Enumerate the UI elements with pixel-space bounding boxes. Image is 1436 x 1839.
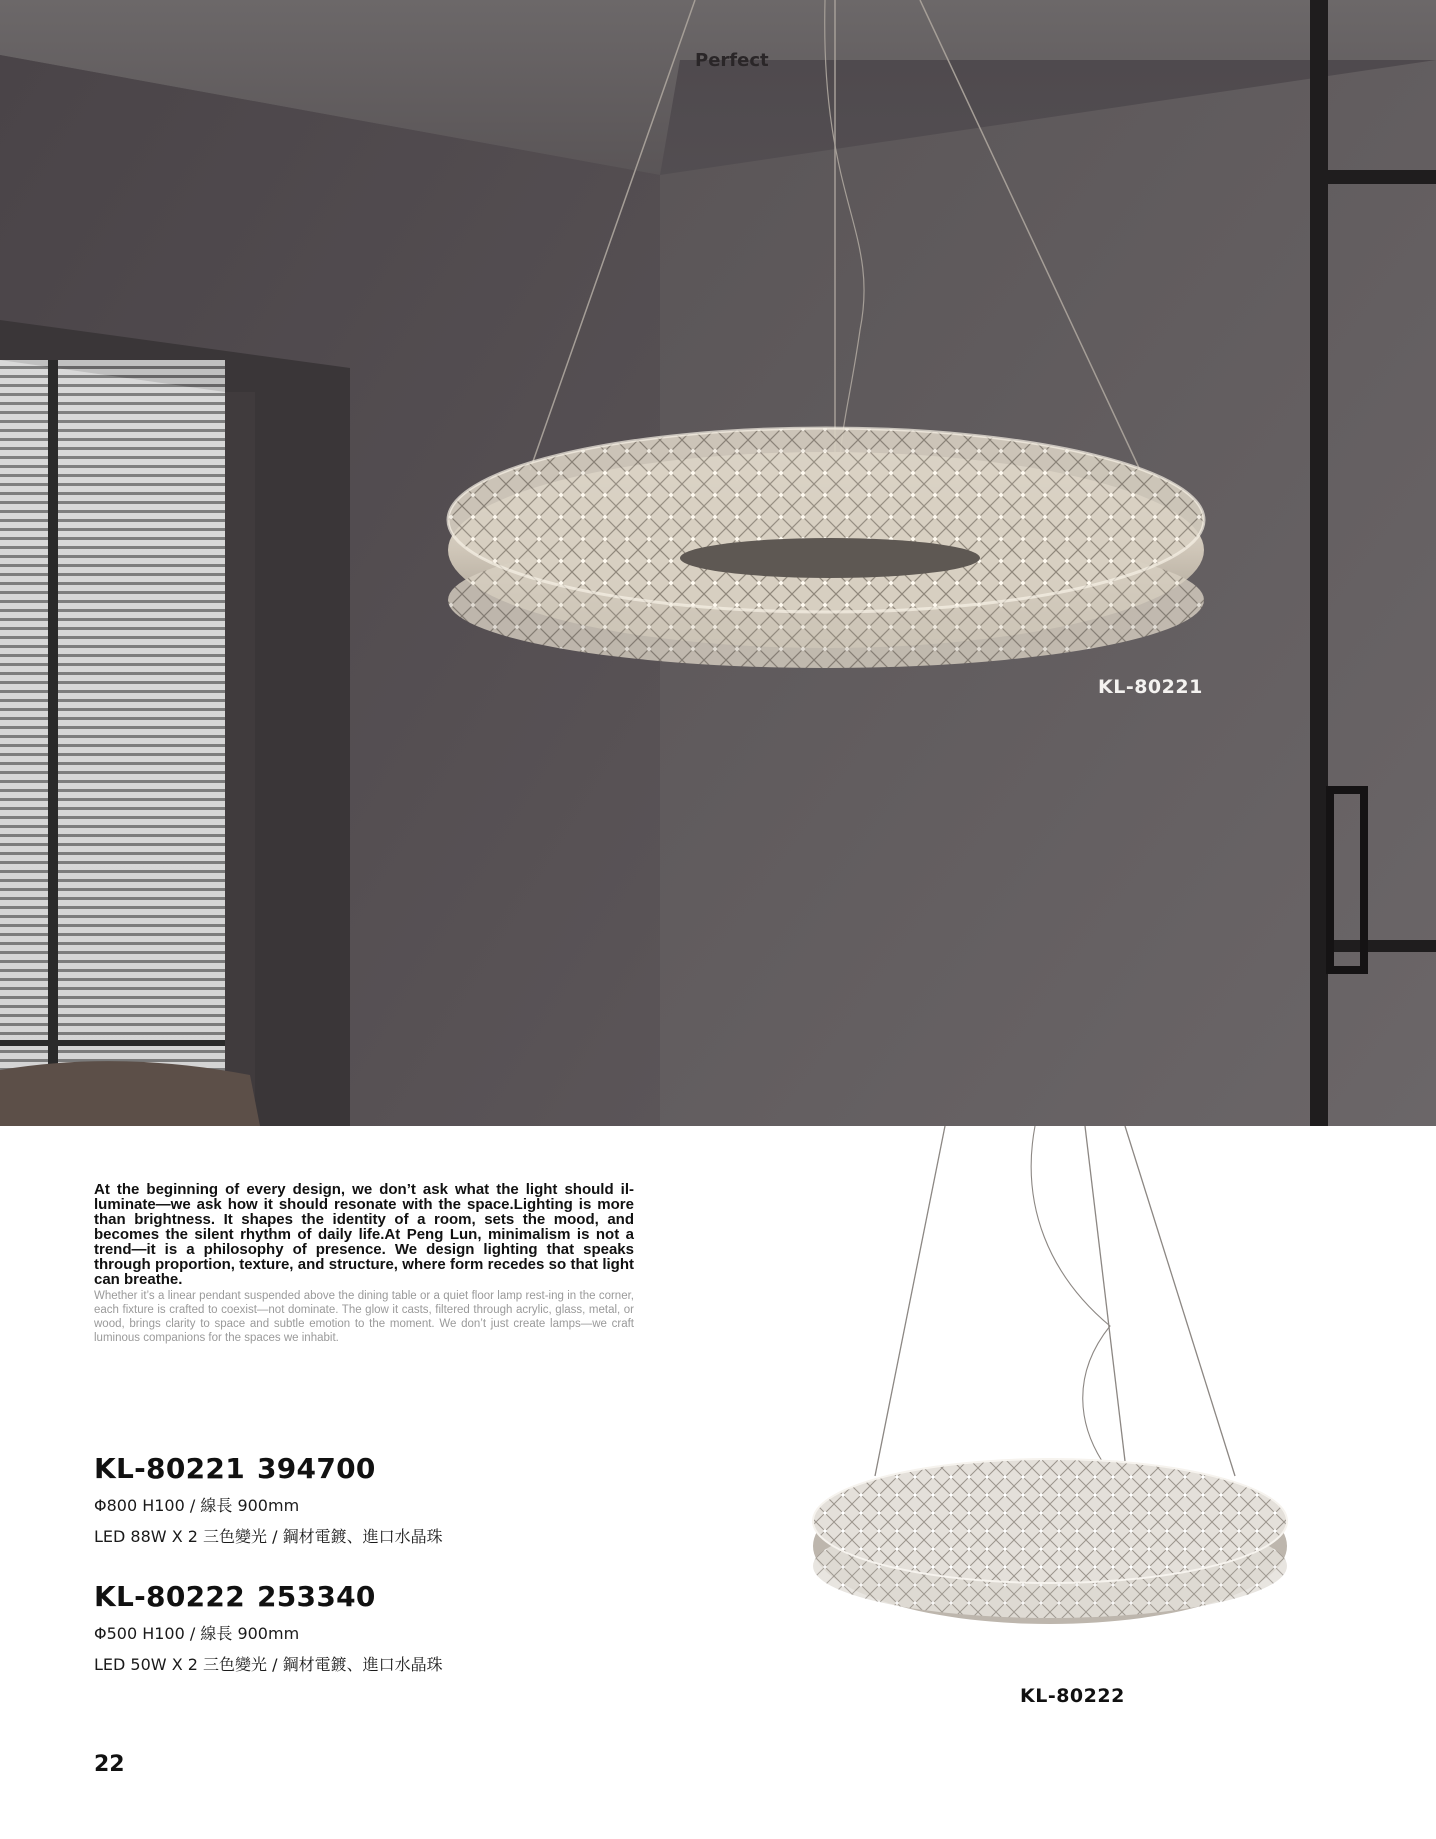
product-spec: LED 88W X 2 三色變光 / 鋼材電鍍、進口水晶珠 [94, 1527, 443, 1546]
product-size: Φ500 H100 / 線長 900mm [94, 1624, 300, 1643]
product-model: KL-80221 [94, 1452, 245, 1485]
hero-model-label: KL-80221 [1098, 676, 1203, 698]
page-number: 22 [94, 1752, 125, 1777]
product-size: Φ800 H100 / 線長 900mm [94, 1496, 300, 1515]
product-price: 394700 [256, 1452, 376, 1485]
hero-tag: Perfect [695, 50, 769, 71]
product-title [94, 1580, 443, 1613]
intro-body-paragraph: Whether it’s a linear pendant suspended above the dining table or a quiet floor lamp rest-ing in the corner, each fixture is crafted to coexist—not dominate. The glow it casts, filtered through acrylic, glass, metal, or wood, brings clarity to space and subtle emotion to the moment. We don’t just create lamps—we craft luminous companions for the spaces we inhabit. [94, 1290, 634, 1344]
intro-text-block [94, 1182, 634, 1345]
product-model: KL-80222 [94, 1580, 245, 1613]
product-spec: LED 50W X 2 三色變光 / 鋼材電鍍、進口水晶珠 [94, 1655, 443, 1674]
product-price: 253340 [256, 1580, 376, 1613]
product-title [94, 1452, 443, 1485]
product-image-label: KL-80222 [1020, 1685, 1125, 1707]
product-image-chandelier [780, 1126, 1300, 1666]
intro-lead-paragraph: At the beginning of every design, we don’t ask what the light should il-luminate—we ask how it should resonate with the space.Lighting is more than brightness. It shapes the identity of a room, sets the mood, and becomes the silent rhythm of daily life.At Peng Lun, minimalism is not a trend—it is a philosophy of presence. We design lighting that speaks through proportion, texture, and structure, where form recedes so that light can breathe. [94, 1181, 634, 1288]
product-entry [94, 1452, 443, 1547]
product-entry [94, 1580, 443, 1675]
